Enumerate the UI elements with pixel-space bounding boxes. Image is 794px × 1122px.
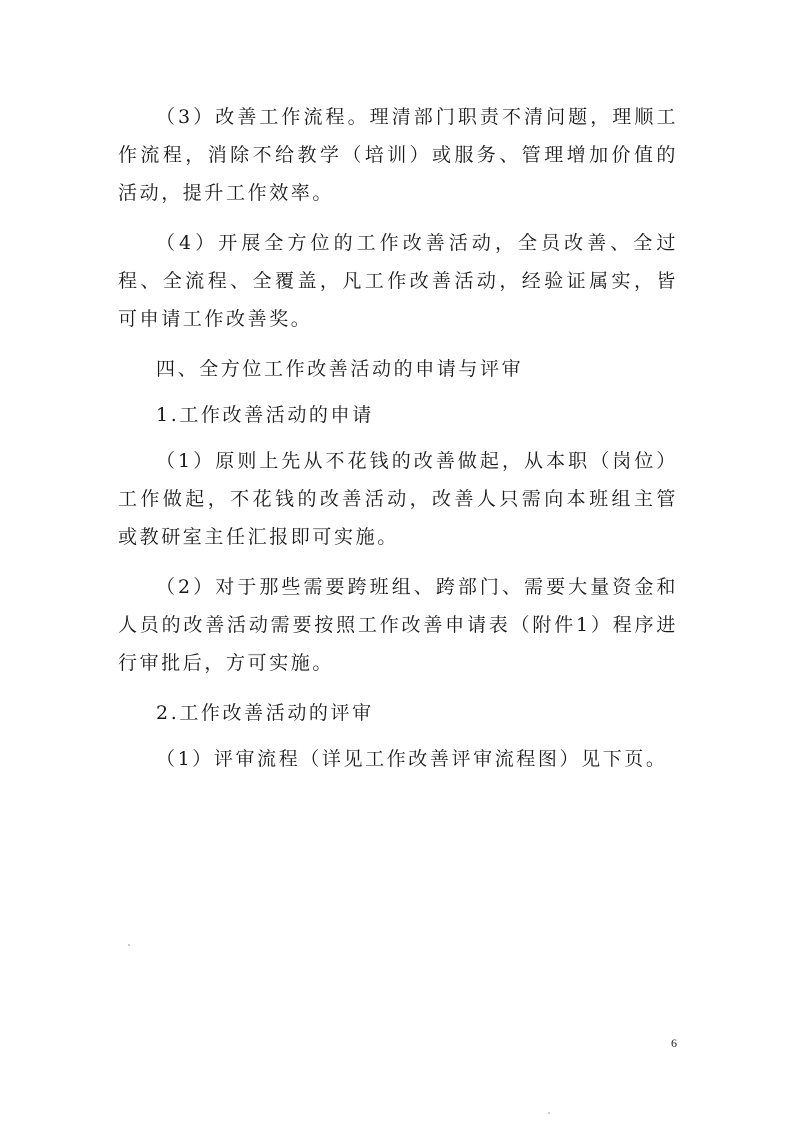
document-body — [118, 98, 678, 790]
subsection-heading-review: 2.工作改善活动的评审 — [156, 702, 374, 724]
scan-speck — [128, 944, 130, 946]
paragraph-review-item-1: （1）评审流程（详见工作改善评审流程图）见下页。 — [156, 748, 668, 770]
scan-speck — [548, 1112, 550, 1114]
paragraph-application-item-2: （2）对于那些需要跨班组、跨部门、需要大量资金和人员的改善活动需要按照工作改善申请表（附件1）程序进行审批后，方可实施。 — [118, 576, 678, 674]
paragraph-improve-workflow: （3）改善工作流程。理清部门职责不清问题，理顺工作流程，消除不给教学（培训）或服务、管理增加价值的活动，提升工作效率。 — [118, 106, 678, 204]
section-heading: 四、全方位工作改善活动的申请与评审 — [156, 358, 524, 380]
paragraph-comprehensive-improvement: （4）开展全方位的工作改善活动，全员改善、全过程、全流程、全覆盖，凡工作改善活动，经验证属实，皆可申请工作改善奖。 — [118, 232, 678, 330]
paragraph-application-item-1: （1）原则上先从不花钱的改善做起，从本职（岗位）工作做起，不花钱的改善活动，改善人只需向本班组主管或教研室主任汇报即可实施。 — [118, 450, 678, 548]
subsection-heading-application: 1.工作改善活动的申请 — [156, 404, 374, 426]
page-number: 6 — [671, 1036, 677, 1050]
